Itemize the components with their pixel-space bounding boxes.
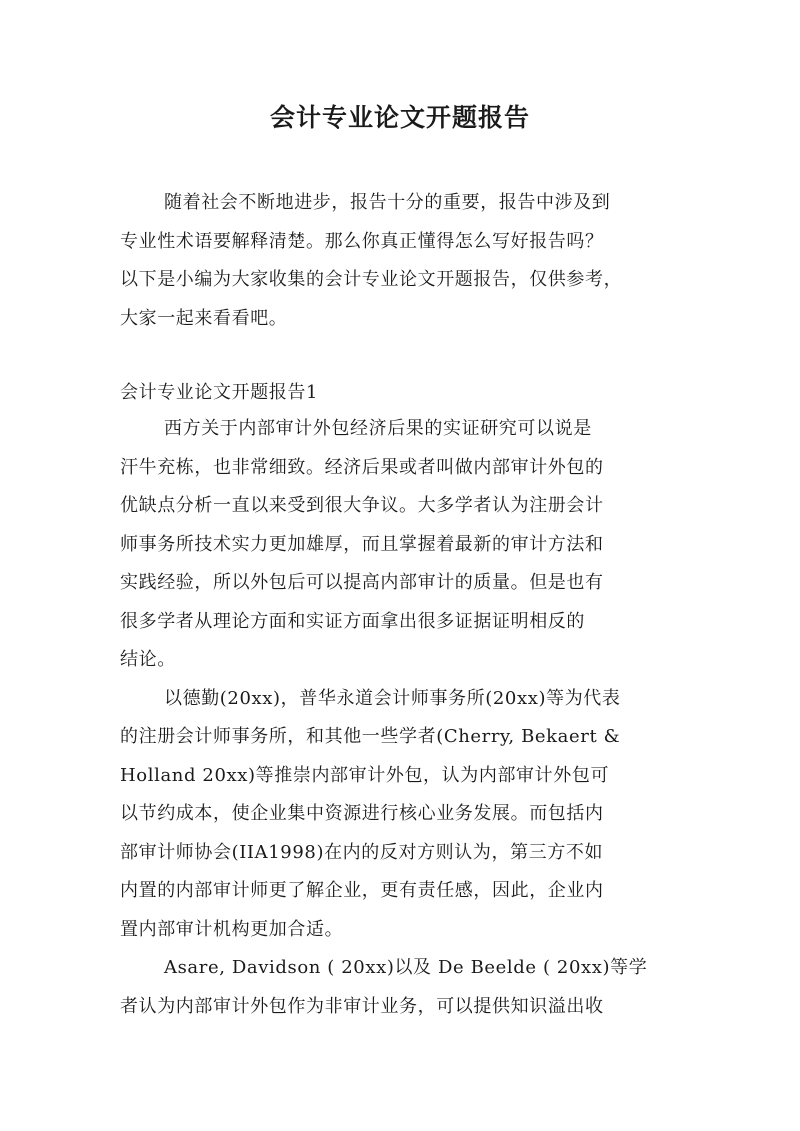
text-line: 专业性术语要解释清楚。那么你真正懂得怎么写好报告吗？ (120, 230, 604, 252)
text-line: Asare, Davidson ( 20xx)以及 De Beelde ( 20xx)等学 (164, 957, 648, 978)
text-line: 结论。 (120, 649, 176, 670)
text-line: 汗牛充栋，也非常细致。经济后果或者叫做内部审计外包的 (120, 456, 604, 478)
paragraph (120, 680, 680, 950)
text-line: 的注册会计师事务所，和其他一些学者(Cherry, Bekaert & (120, 726, 621, 747)
section-body (120, 410, 680, 1026)
text-line: 大家一起来看看吧。 (120, 307, 288, 329)
text-line: 以下是小编为大家收集的会计专业论文开题报告，仅供参考， (120, 269, 623, 290)
section-heading: 会计专业论文开题报告1 (120, 382, 319, 403)
text-line: 部审计师协会(IIA1998)在内的反对方则认为，第三方不如 (120, 841, 604, 863)
text-line: 很多学者从理论方面和实证方面拿出很多证据证明相反的 (120, 610, 585, 632)
text-line: 师事务所技术实力更加雄厚，而且掌握着最新的审计方法和 (120, 533, 604, 555)
text-line: 实践经验，所以外包后可以提高内部审计的质量。但是也有 (120, 572, 604, 593)
paragraph (120, 410, 680, 680)
paragraph (120, 949, 680, 1026)
text-line: Holland 20xx)等推崇内部审计外包，认为内部审计外包可 (120, 764, 610, 786)
text-line: 者认为内部审计外包作为非审计业务，可以提供知识溢出收 (120, 995, 604, 1017)
intro-paragraph (120, 184, 680, 338)
text-line: 随着社会不断地进步，报告十分的重要，报告中涉及到 (164, 192, 611, 213)
document-title: 会计专业论文开题报告 (269, 103, 530, 132)
text-line: 西方关于内部审计外包经济后果的实证研究可以说是 (164, 418, 592, 439)
text-line: 内置的内部审计师更了解企业，更有责任感，因此，企业内 (120, 880, 604, 901)
text-line: 置内部审计机构更加合适。 (120, 918, 344, 940)
text-line: 以节约成本，使企业集中资源进行核心业务发展。而包括内 (120, 803, 604, 824)
text-line: 优缺点分析一直以来受到很大争议。大多学者认为注册会计 (120, 495, 604, 516)
text-line: 以德勤(20xx)，普华永道会计师事务所(20xx)等为代表 (164, 687, 621, 709)
